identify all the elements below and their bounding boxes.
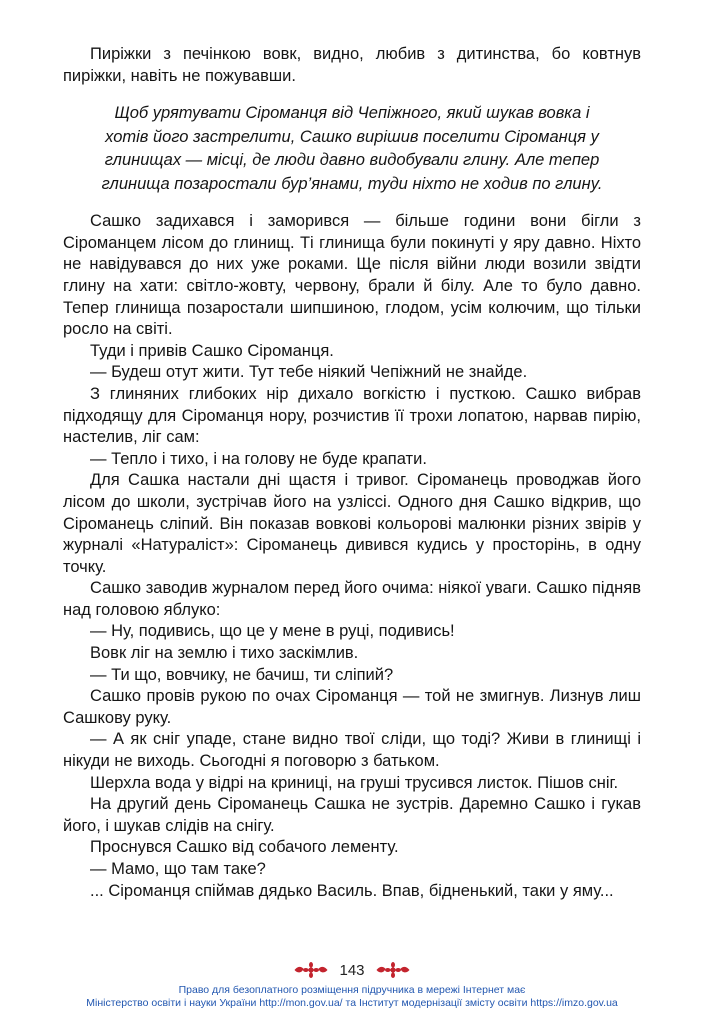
intro-paragraph: Щоб урятувати Сіроманця від Чепіжного, який шукав вовка і хотів його застрелити, Сашко вирішив поселити Сіроманця у глинищах — місці, де люди давно видобували глину. Але тепер глинища позаростали бур’янами, туди ніхто не ходив по глину. [101, 104, 603, 193]
body-paragraph: Проснувся Сашко від собачого лементу. [90, 838, 399, 857]
page-number-row [0, 961, 704, 979]
copyright-line: Право для безоплатного розміщення підручника в мережі Інтернет має [178, 984, 526, 996]
body-paragraph: Пиріжки з печінкою вовк, видно, любив з дитинства, бо ковтнув пиріжки, навіть не пожувавши. [63, 45, 641, 85]
body-paragraph: ... Сіроманця спіймав дядько Василь. Впав, бідненький, таки у яму... [90, 881, 614, 900]
body-paragraph: — Мамо, що там таке? [90, 860, 266, 878]
body-paragraph: — А як сніг упаде, стане видно твої сліди, що тоді? Живи в глинищі і нікуди не виходь. Сьогодні я поговорю з батьком. [63, 730, 641, 771]
body-paragraph: На другий день Сіроманець Сашка не зустрів. Даремно Сашко і гукав його, і шукав слідів на снігу. [63, 795, 641, 835]
body-paragraph: Туди і привів Сашко Сіроманця. [90, 341, 334, 360]
body-paragraph: Для Сашка настали дні щастя і тривог. Сіроманець проводжав його лісом до школи, зустрічав його на узліссі. Одного дня Сашко відкрив, що Сіроманець сліпий. Він показав вовкові кольорові малюнки різних звірів у журналі «Натураліст»: Сіроманець дивився кудись у просторінь, в одну точку. [63, 471, 641, 576]
ministry-line: Міністерство освіти і науки України http://mon.gov.ua/ та Інститут модернізації змісту освіти https://imzo.gov.ua [86, 997, 618, 1009]
floral-ornament-icon [293, 961, 329, 979]
body-paragraph: — Будеш отут жити. Тут тебе ніякий Чепіжний не знайде. [90, 363, 528, 382]
body-paragraph: Сашко заводив журналом перед його очима: ніякої уваги. Сашко підняв над головою яблуко: [63, 579, 641, 619]
body-paragraph: Сашко провів рукою по очах Сіроманця — той не змигнув. Лизнув лиш Сашкову руку. [63, 687, 641, 727]
body-paragraph: — Тепло і тихо, і на голову не буде крапати. [90, 449, 427, 468]
page-footer [0, 961, 704, 1010]
body-paragraph: Вовк ліг на землю і тихо заскімлив. [90, 644, 359, 663]
body-paragraph: Сашко задихався і заморився — більше години вони бігли з Сіроманцем лісом до глинищ. Ті глинища були покинуті у яру давно. Ніхто не навідувався до них уже роками. Ще після війни люди возили звідти глину на хати: світло-жовту, червону, брали й білу. Але то було давно. Тепер глинища позаростали шипшиною, глодом, усім колючим, що тільки росло на світі. [63, 212, 641, 339]
body-paragraph: — Ну, подивись, що це у мене в руці, подивись! [90, 622, 455, 641]
body-paragraph: З глиняних глибоких нір дихало вогкістю і пусткою. Сашко вибрав підходящу для Сіроманця нору, розчистив її трохи лопатою, нарвав пирію, настелив, ліг сам: [63, 384, 641, 447]
text-body [63, 44, 641, 902]
body-paragraph: — Ти що, вовчику, не бачиш, ти сліпий? [90, 665, 394, 684]
floral-ornament-icon [375, 961, 411, 979]
body-paragraph: Шерхла вода у відрі на криниці, на груші трусився листок. Пішов сніг. [90, 773, 619, 792]
page-number: 143 [339, 961, 365, 979]
